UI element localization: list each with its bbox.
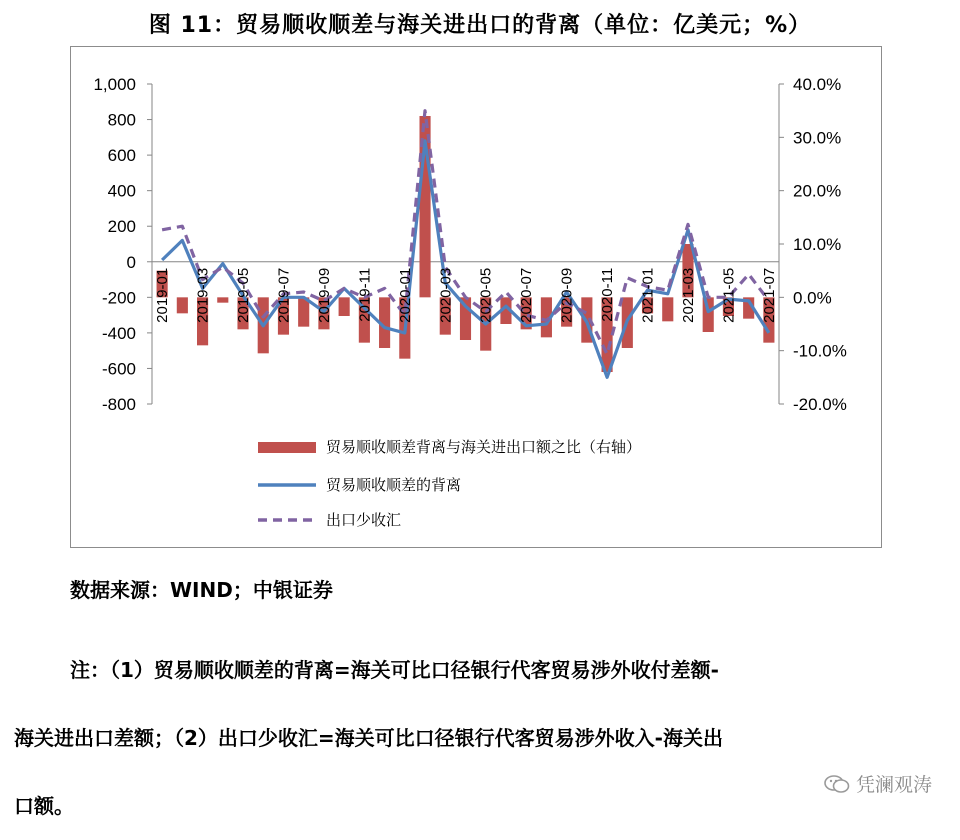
right-tick-label: 20.0% xyxy=(793,181,842,201)
legend-label: 出口少收汇 xyxy=(326,511,402,529)
legend-label: 贸易顺收顺差的背离 xyxy=(326,476,462,494)
left-tick-label: 400 xyxy=(107,181,136,201)
left-tick-label: 800 xyxy=(107,110,136,130)
right-tick-label: -20.0% xyxy=(793,395,847,414)
solid-series-line xyxy=(162,141,769,377)
right-tick-label: 10.0% xyxy=(793,235,842,254)
legend-swatch-bar xyxy=(258,442,316,453)
x-tick-label: 2019-03 xyxy=(194,267,212,323)
bar xyxy=(662,297,673,321)
left-tick-label: -800 xyxy=(101,395,136,414)
watermark xyxy=(824,770,932,797)
note-line-2: 海关进出口差额；（2）出口少收汇=海关可比口径银行代客贸易涉外收入-海关出 xyxy=(14,726,723,750)
x-tick-label: 2019-11 xyxy=(356,267,374,322)
wechat-icon xyxy=(824,774,850,794)
note xyxy=(14,636,944,840)
x-tick-label: 2021-03 xyxy=(679,267,697,323)
x-tick-label: 2021-07 xyxy=(760,267,778,323)
right-tick-label: 0.0% xyxy=(793,288,832,308)
bar xyxy=(339,297,350,316)
x-tick-label: 2021-01 xyxy=(639,267,657,323)
x-tick-label: 2020-09 xyxy=(558,267,576,323)
x-tick-label: 2020-05 xyxy=(477,267,495,323)
left-tick-label: 1,000 xyxy=(93,75,136,94)
left-tick-label: -600 xyxy=(101,359,136,379)
left-tick-label: 0 xyxy=(126,252,136,272)
bar xyxy=(217,297,228,302)
bar xyxy=(177,297,188,313)
left-tick-label: -200 xyxy=(101,288,136,308)
data-source: 数据来源：WIND；中银证券 xyxy=(70,578,333,602)
x-tick-label: 2020-07 xyxy=(518,267,536,323)
x-tick-label: 2019-05 xyxy=(235,267,253,323)
x-tick-label: 2019-09 xyxy=(315,267,333,323)
note-line-1: 注：（1）贸易顺收顺差的背离=海关可比口径银行代客贸易涉外收付差额- xyxy=(70,658,719,682)
x-tick-label: 2020-03 xyxy=(437,267,455,323)
x-tick-label: 2020-11 xyxy=(599,267,617,322)
x-tick-label: 2019-01 xyxy=(154,267,172,323)
legend-label: 贸易顺收顺差背离与海关进出口额之比（右轴） xyxy=(326,438,642,456)
right-tick-label: 40.0% xyxy=(793,75,842,94)
left-tick-label: 200 xyxy=(107,217,136,237)
left-tick-label: -400 xyxy=(101,323,136,343)
right-tick-label: -10.0% xyxy=(793,341,847,361)
right-tick-label: 30.0% xyxy=(793,128,842,148)
note-line-3: 口额。 xyxy=(14,794,74,818)
x-tick-label: 2019-07 xyxy=(275,267,293,323)
x-tick-label: 2021-05 xyxy=(720,267,738,323)
left-tick-label: 600 xyxy=(107,146,136,166)
watermark-text: 凭澜观涛 xyxy=(855,774,932,796)
x-tick-label: 2020-01 xyxy=(396,267,414,323)
figure-title: 图 11：贸易顺收顺差与海关进出口的背离（单位：亿美元；%） xyxy=(148,13,812,38)
